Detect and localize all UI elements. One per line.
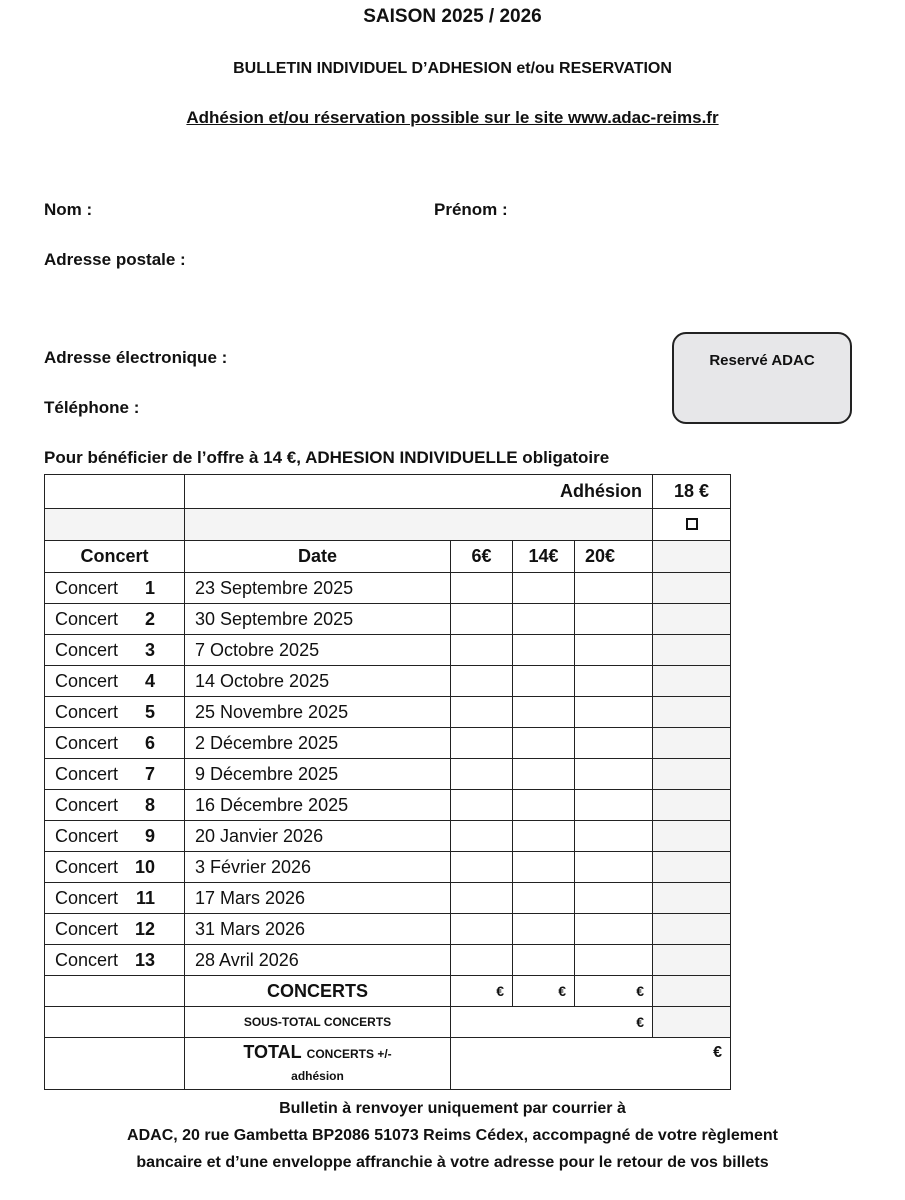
concert-label: Concert <box>55 763 119 784</box>
empty-cell <box>653 883 731 914</box>
concert-name <box>45 852 185 883</box>
concert-number: 10 <box>135 856 156 877</box>
price-cell-14[interactable] <box>513 945 575 976</box>
adhesion-label: Adhésion <box>185 475 653 509</box>
online-notice <box>0 108 905 128</box>
concert-date: 23 Septembre 2025 <box>185 573 451 604</box>
header-date: Date <box>185 541 451 573</box>
price-cell-6[interactable] <box>451 852 513 883</box>
total-line2: adhésion <box>291 1068 344 1083</box>
concert-number: 6 <box>145 732 156 753</box>
online-notice-text: Adhésion et/ou réservation possible sur le site www.adac-reims.fr <box>186 108 719 127</box>
concert-number: 3 <box>145 639 156 660</box>
header-price-20: 20€ <box>575 541 653 573</box>
price-cell-20[interactable] <box>575 759 653 790</box>
concert-label: Concert <box>55 825 119 846</box>
header-concert: Concert <box>45 541 185 573</box>
price-cell-14[interactable] <box>513 573 575 604</box>
price-cell-6[interactable] <box>451 666 513 697</box>
concert-date: 7 Octobre 2025 <box>185 635 451 666</box>
concert-name <box>45 790 185 821</box>
concert-number: 11 <box>136 887 156 908</box>
concert-label: Concert <box>55 856 119 877</box>
empty-cell <box>653 541 731 573</box>
concert-number: 4 <box>145 670 156 691</box>
price-cell-14[interactable] <box>513 728 575 759</box>
price-cell-6[interactable] <box>451 604 513 635</box>
empty-cell <box>45 509 185 541</box>
header-price-14: 14€ <box>513 541 575 573</box>
empty-cell <box>653 573 731 604</box>
price-cell-6[interactable] <box>451 914 513 945</box>
concert-label: Concert <box>55 701 119 722</box>
concert-number: 5 <box>145 701 156 722</box>
concert-label: Concert <box>55 608 119 629</box>
adresse-electronique-label: Adresse électronique : <box>44 348 228 367</box>
price-cell-6[interactable] <box>451 883 513 914</box>
concert-number: 2 <box>145 608 156 629</box>
empty-cell <box>653 976 731 1007</box>
empty-cell <box>653 759 731 790</box>
concert-date: 20 Janvier 2026 <box>185 821 451 852</box>
price-cell-20[interactable] <box>575 852 653 883</box>
price-cell-6[interactable] <box>451 790 513 821</box>
price-cell-14[interactable] <box>513 666 575 697</box>
prenom-label: Prénom : <box>434 200 508 219</box>
concert-row <box>45 573 731 604</box>
concert-number: 1 <box>145 577 156 598</box>
concert-label: Concert <box>55 887 119 908</box>
price-cell-20[interactable] <box>575 728 653 759</box>
concert-name <box>45 666 185 697</box>
concert-name <box>45 914 185 945</box>
concert-label: Concert <box>55 949 119 970</box>
total-suffix: CONCERTS +/- <box>306 1046 392 1061</box>
concert-row <box>45 604 731 635</box>
empty-cell <box>653 821 731 852</box>
concert-label: Concert <box>55 670 119 691</box>
adhesion-checkbox-cell[interactable] <box>653 509 731 541</box>
empty-cell <box>653 728 731 759</box>
concert-row <box>45 821 731 852</box>
offer-notice: Pour bénéficier de l’offre à 14 €, ADHESION INDIVIDUELLE obligatoire <box>44 448 610 467</box>
price-cell-6[interactable] <box>451 573 513 604</box>
subtotal-euro[interactable]: € <box>451 1007 653 1038</box>
footer-line-1: Bulletin à renvoyer uniquement par courrier à <box>279 1100 626 1117</box>
price-cell-20[interactable] <box>575 821 653 852</box>
price-cell-20[interactable] <box>575 635 653 666</box>
page-title: SAISON 2025 / 2026 <box>363 6 542 27</box>
concert-name <box>45 759 185 790</box>
price-cell-6[interactable] <box>451 697 513 728</box>
concert-row <box>45 759 731 790</box>
concert-name <box>45 635 185 666</box>
subtotal-label: SOUS-TOTAL CONCERTS <box>185 1007 451 1038</box>
concert-date: 28 Avril 2026 <box>185 945 451 976</box>
concert-date: 2 Décembre 2025 <box>185 728 451 759</box>
concert-name <box>45 883 185 914</box>
reservation-table <box>44 474 731 1090</box>
empty-cell <box>653 666 731 697</box>
concert-date: 16 Décembre 2025 <box>185 790 451 821</box>
concert-name <box>45 945 185 976</box>
concert-date: 31 Mars 2026 <box>185 914 451 945</box>
concert-date: 30 Septembre 2025 <box>185 604 451 635</box>
form-subtitle: BULLETIN INDIVIDUEL D’ADHESION et/ou RESERVATION <box>233 60 672 77</box>
concert-name <box>45 697 185 728</box>
empty-cell <box>45 475 185 509</box>
concerts-label: CONCERTS <box>185 976 451 1007</box>
empty-cell <box>653 852 731 883</box>
price-cell-20[interactable] <box>575 945 653 976</box>
concert-row <box>45 666 731 697</box>
empty-cell <box>653 914 731 945</box>
price-cell-14[interactable] <box>513 883 575 914</box>
concert-label: Concert <box>55 577 119 598</box>
price-cell-6[interactable] <box>451 821 513 852</box>
adhesion-checkbox[interactable] <box>686 518 698 530</box>
empty-cell <box>653 945 731 976</box>
price-cell-20[interactable] <box>575 573 653 604</box>
concert-name <box>45 728 185 759</box>
reserve-adac-box: Reservé ADAC <box>672 332 852 424</box>
empty-cell <box>45 1007 185 1038</box>
empty-cell <box>45 976 185 1007</box>
total-label-cell <box>185 1038 451 1090</box>
adresse-postale-label: Adresse postale : <box>44 250 186 269</box>
empty-cell <box>45 1038 185 1090</box>
concert-date: 9 Décembre 2025 <box>185 759 451 790</box>
price-cell-14[interactable] <box>513 852 575 883</box>
price-cell-20[interactable] <box>575 604 653 635</box>
price-cell-14[interactable] <box>513 697 575 728</box>
euro-cell-20[interactable]: € <box>575 976 653 1007</box>
concert-row <box>45 697 731 728</box>
concert-row <box>45 852 731 883</box>
concert-row <box>45 883 731 914</box>
concert-label: Concert <box>55 639 119 660</box>
price-cell-14[interactable] <box>513 759 575 790</box>
price-cell-20[interactable] <box>575 883 653 914</box>
total-euro[interactable]: € <box>451 1038 731 1090</box>
price-cell-6[interactable] <box>451 728 513 759</box>
concert-name <box>45 573 185 604</box>
empty-cell <box>185 509 653 541</box>
price-cell-14[interactable] <box>513 604 575 635</box>
empty-cell <box>653 604 731 635</box>
price-cell-6[interactable] <box>451 635 513 666</box>
concert-number: 8 <box>145 794 156 815</box>
concert-date: 17 Mars 2026 <box>185 883 451 914</box>
concert-label: Concert <box>55 918 119 939</box>
concert-number: 12 <box>135 918 156 939</box>
price-cell-20[interactable] <box>575 697 653 728</box>
adhesion-price: 18 € <box>653 475 731 509</box>
empty-cell <box>653 697 731 728</box>
concert-label: Concert <box>55 732 119 753</box>
concert-date: 3 Février 2026 <box>185 852 451 883</box>
concert-row <box>45 945 731 976</box>
footer-line-3: bancaire et d’une enveloppe affranchie à votre adresse pour le retour de vos billets <box>136 1154 769 1171</box>
concert-number: 9 <box>145 825 156 846</box>
price-cell-20[interactable] <box>575 666 653 697</box>
price-cell-20[interactable] <box>575 790 653 821</box>
euro-cell-14[interactable]: € <box>513 976 575 1007</box>
concert-row <box>45 914 731 945</box>
concert-number: 13 <box>135 949 156 970</box>
concert-date: 25 Novembre 2025 <box>185 697 451 728</box>
price-cell-20[interactable] <box>575 914 653 945</box>
price-cell-6[interactable] <box>451 759 513 790</box>
price-cell-14[interactable] <box>513 635 575 666</box>
concert-number: 7 <box>145 763 156 784</box>
header-price-6: 6€ <box>451 541 513 573</box>
footer-line-2: ADAC, 20 rue Gambetta BP2086 51073 Reims Cédex, accompagné de votre règlement <box>127 1127 778 1144</box>
euro-cell-6[interactable]: € <box>451 976 513 1007</box>
price-cell-14[interactable] <box>513 790 575 821</box>
concert-name <box>45 821 185 852</box>
empty-cell <box>653 790 731 821</box>
empty-cell <box>653 635 731 666</box>
price-cell-14[interactable] <box>513 821 575 852</box>
price-cell-6[interactable] <box>451 945 513 976</box>
concert-label: Concert <box>55 794 119 815</box>
empty-cell <box>653 1007 731 1038</box>
concert-name <box>45 604 185 635</box>
total-label: TOTAL <box>243 1041 302 1062</box>
concert-row <box>45 728 731 759</box>
telephone-label: Téléphone : <box>44 398 140 417</box>
concert-row <box>45 635 731 666</box>
concert-date: 14 Octobre 2025 <box>185 666 451 697</box>
price-cell-14[interactable] <box>513 914 575 945</box>
concert-row <box>45 790 731 821</box>
nom-label: Nom : <box>44 200 93 219</box>
